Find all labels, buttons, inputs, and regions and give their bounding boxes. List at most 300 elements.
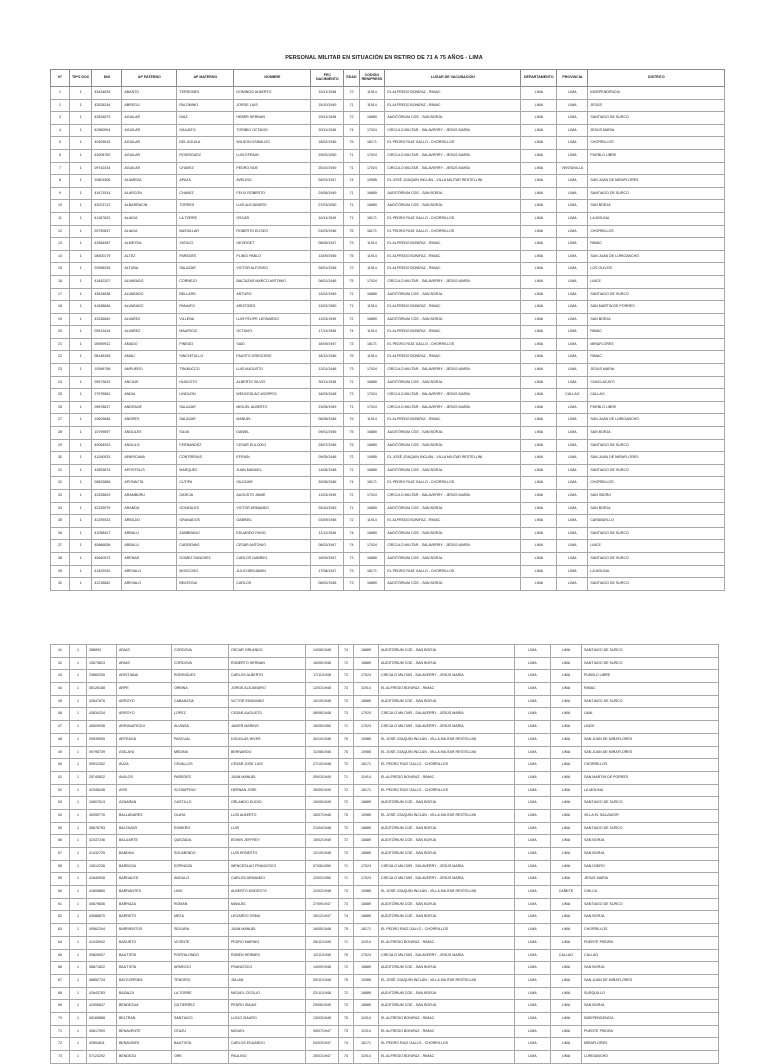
cell-number: 25 bbox=[51, 389, 70, 402]
cell-paternal-surname: AGUILAR bbox=[122, 137, 177, 150]
cell-number: 39 bbox=[51, 565, 70, 578]
cell-birth-date: 30/11/1948 bbox=[311, 376, 344, 389]
cell-province: LIMA bbox=[557, 540, 588, 553]
cell-dni: 09823856 bbox=[92, 477, 122, 490]
col-header-dni: DNI bbox=[92, 70, 122, 87]
cell-name: VICTOR ALFONSO bbox=[234, 263, 311, 276]
cell-maternal-surname: ROMERO bbox=[172, 822, 229, 835]
cell-doc-type: 1 bbox=[70, 200, 92, 213]
cell-age: 75 bbox=[344, 250, 359, 263]
cell-renipress: 17024 bbox=[359, 149, 385, 162]
cell-birth-date: 29/02/1950 bbox=[311, 149, 344, 162]
cell-department: LIMA bbox=[521, 452, 557, 465]
cell-paternal-surname: ARISTIANA bbox=[117, 670, 172, 683]
table-row bbox=[51, 162, 725, 175]
cell-number: 48 bbox=[51, 733, 70, 746]
cell-province: LIMA bbox=[557, 490, 588, 503]
cell-dni: 42960904 bbox=[92, 124, 122, 137]
cell-province: LIMA bbox=[551, 721, 582, 734]
cell-birth-date: 08/02/1948 bbox=[311, 578, 344, 591]
cell-number: 15 bbox=[51, 263, 70, 276]
cell-renipress: 10985 bbox=[354, 733, 379, 746]
table-row bbox=[51, 974, 719, 987]
cell-name: JUAN MANUEL bbox=[229, 771, 306, 784]
cell-age: 73 bbox=[339, 1025, 354, 1038]
cell-age: 75 bbox=[344, 414, 359, 427]
cell-age: 72 bbox=[339, 670, 354, 683]
cell-doc-type: 1 bbox=[70, 87, 92, 100]
table-row bbox=[51, 275, 725, 288]
cell-name: ARTURO bbox=[234, 288, 311, 301]
cell-province: LIMA bbox=[557, 301, 588, 314]
cell-doc-type: 1 bbox=[70, 452, 92, 465]
cell-birth-date: 09/05/1948 bbox=[311, 452, 344, 465]
cell-renipress: 17024 bbox=[359, 389, 385, 402]
cell-maternal-surname: MARQUEZ bbox=[177, 464, 234, 477]
cell-number: 41 bbox=[51, 645, 70, 658]
col-header-province: PROVINCIA bbox=[557, 70, 588, 87]
cell-department: LIMA bbox=[515, 784, 551, 797]
table-row bbox=[51, 187, 725, 200]
cell-doc-type: 1 bbox=[70, 162, 92, 175]
cell-paternal-surname: AMAU bbox=[122, 351, 177, 364]
cell-doc-type: 1 bbox=[70, 124, 92, 137]
cell-maternal-surname: TORRES bbox=[177, 200, 234, 213]
cell-district: LINCE bbox=[582, 721, 719, 734]
cell-renipress: 18171 bbox=[354, 759, 379, 772]
table-row bbox=[51, 695, 719, 708]
cell-renipress: 18171 bbox=[359, 212, 385, 225]
cell-name: CESAR AUGUSTO bbox=[229, 708, 306, 721]
cell-department: LIMA bbox=[521, 124, 557, 137]
cell-department: LIMA bbox=[521, 87, 557, 100]
cell-maternal-surname: BAUTISTA bbox=[172, 1038, 229, 1051]
table-row bbox=[51, 733, 719, 746]
cell-district: CHORRILLOS bbox=[588, 477, 725, 490]
cell-number: 24 bbox=[51, 376, 70, 389]
cell-number: 71 bbox=[51, 1025, 70, 1038]
cell-province: LIMA bbox=[551, 683, 582, 696]
cell-number: 19 bbox=[51, 313, 70, 326]
cell-province: LIMA bbox=[551, 733, 582, 746]
cell-name: BALTAZAR MARCO ANTONIO bbox=[234, 275, 311, 288]
cell-birth-date: 17/11/1946 bbox=[311, 326, 344, 339]
cell-number: 67 bbox=[51, 974, 70, 987]
table-header-row bbox=[51, 70, 725, 87]
cell-vaccination-place: AUDITÓRIUM CGE - SAN BORJA bbox=[385, 578, 521, 591]
cell-number: 42 bbox=[51, 657, 70, 670]
cell-department: LIMA bbox=[521, 439, 557, 452]
cell-vaccination-place: CIRCULO MILITAR - SALAVERRY - JESÚS MARÍA bbox=[379, 670, 515, 683]
cell-doc-type: 1 bbox=[70, 695, 87, 708]
cell-renipress: 16889 bbox=[354, 822, 379, 835]
table-row bbox=[51, 683, 719, 696]
cell-maternal-surname: CABANZOA bbox=[172, 695, 229, 708]
cell-maternal-surname: BEATEGUI bbox=[177, 578, 234, 591]
cell-name: WILSON OSWALDO bbox=[234, 137, 311, 150]
cell-vaccination-place: EL JOSÉ JOAQUÍN INCLÁN - VILLA MILITAR RESTELLINI bbox=[379, 733, 515, 746]
cell-district: SANTIAGO DE SURCO bbox=[588, 187, 725, 200]
cell-district: CALLAO bbox=[588, 389, 725, 402]
cell-renipress: 18171 bbox=[354, 924, 379, 937]
cell-maternal-surname: SOLIMENDO bbox=[172, 848, 229, 861]
cell-department: LIMA bbox=[521, 225, 557, 238]
cell-maternal-surname: CARDENAS bbox=[177, 540, 234, 553]
cell-department: LIMA bbox=[515, 822, 551, 835]
cell-birth-date: 18/09/1947 bbox=[311, 338, 344, 351]
cell-birth-date: 16/05/1948 bbox=[306, 657, 339, 670]
cell-paternal-surname: ANDRES bbox=[122, 414, 177, 427]
cell-dni: 08169888 bbox=[87, 1012, 117, 1025]
cell-maternal-surname: APARICIO bbox=[172, 962, 229, 975]
cell-birth-date: 15/11/1948 bbox=[311, 87, 344, 100]
table-row bbox=[51, 771, 719, 784]
cell-number: 72 bbox=[51, 1038, 70, 1051]
cell-maternal-surname: SALAZAR bbox=[177, 401, 234, 414]
cell-paternal-surname: BASURTO bbox=[117, 936, 172, 949]
cell-doc-type: 1 bbox=[70, 275, 92, 288]
cell-birth-date: 07/06/1950 bbox=[306, 860, 339, 873]
cell-paternal-surname: BANDINI bbox=[117, 848, 172, 861]
cell-birth-date: 29/11/1948 bbox=[311, 112, 344, 125]
cell-maternal-surname: TERRONES bbox=[177, 87, 234, 100]
cell-name: GEORGET bbox=[234, 238, 311, 251]
cell-doc-type: 1 bbox=[70, 759, 87, 772]
cell-number: 68 bbox=[51, 987, 70, 1000]
cell-name: PAULINO bbox=[229, 1051, 306, 1064]
cell-renipress: 18171 bbox=[359, 338, 385, 351]
cell-paternal-surname: ARAMBURU bbox=[122, 490, 177, 503]
cell-birth-date: 15/02/1949 bbox=[306, 835, 339, 848]
cell-name: MANUEL bbox=[229, 898, 306, 911]
cell-renipress: 11914 bbox=[359, 238, 385, 251]
cell-dni: 08148169 bbox=[92, 351, 122, 364]
cell-province: LIMA bbox=[557, 187, 588, 200]
cell-department: LIMA bbox=[521, 112, 557, 125]
cell-age: 72 bbox=[344, 376, 359, 389]
cell-doc-type: 1 bbox=[70, 288, 92, 301]
cell-department: LIMA bbox=[515, 962, 551, 975]
cell-maternal-surname: CORDOVA bbox=[172, 645, 229, 658]
cell-number: 73 bbox=[51, 1051, 70, 1064]
table-row bbox=[51, 835, 719, 848]
cell-province: LIMA bbox=[557, 401, 588, 414]
cell-paternal-surname: ALIAGA bbox=[122, 225, 177, 238]
cell-age: 72 bbox=[339, 987, 354, 1000]
cell-maternal-surname: GONZALES bbox=[177, 502, 234, 515]
cell-doc-type: 1 bbox=[70, 1051, 87, 1064]
cell-birth-date: 13/03/1946 bbox=[306, 1012, 339, 1025]
cell-department: LIMA bbox=[521, 313, 557, 326]
cell-district: JESUS MARIA bbox=[582, 873, 719, 886]
cell-age: 74 bbox=[344, 527, 359, 540]
cell-renipress: 16889 bbox=[359, 112, 385, 125]
table-row bbox=[51, 376, 725, 389]
cell-number: 23 bbox=[51, 364, 70, 377]
cell-doc-type: 1 bbox=[70, 187, 92, 200]
table-row bbox=[51, 175, 725, 188]
cell-paternal-surname: AMPUERO bbox=[122, 364, 177, 377]
cell-maternal-surname: LINO bbox=[172, 886, 229, 899]
table-row bbox=[51, 112, 725, 125]
cell-renipress: 17024 bbox=[354, 721, 379, 734]
cell-dni: 09826007 bbox=[87, 949, 117, 962]
cell-birth-date: 11/08/1946 bbox=[306, 746, 339, 759]
cell-vaccination-place: AUDITÓRIUM CGE - SAN BORJA bbox=[379, 987, 515, 1000]
cell-vaccination-place: AUDITÓRIUM CGE - SAN BORJA bbox=[385, 187, 521, 200]
cell-renipress: 11914 bbox=[354, 683, 379, 696]
cell-doc-type: 1 bbox=[70, 99, 92, 112]
cell-maternal-surname: CEVALLOS bbox=[172, 759, 229, 772]
cell-doc-type: 1 bbox=[70, 771, 87, 784]
cell-doc-type: 1 bbox=[70, 313, 92, 326]
table-row bbox=[51, 924, 719, 937]
cell-dni: 08871822 bbox=[87, 962, 117, 975]
cell-district: SANTIAGO DE SURCO bbox=[588, 552, 725, 565]
cell-birth-date: 12/02/1948 bbox=[306, 886, 339, 899]
table-row bbox=[51, 848, 719, 861]
cell-name: BERNARDO bbox=[229, 746, 306, 759]
cell-district: SAN BORJA bbox=[588, 502, 725, 515]
cell-vaccination-place: AUDITÓRIUM CGE - SAN BORJA bbox=[379, 797, 515, 810]
cell-age: 71 bbox=[344, 301, 359, 314]
cell-vaccination-place: EL ALFREDO BONIFAZ - RIMAC bbox=[385, 515, 521, 528]
cell-name: CESAR ANTONIO bbox=[234, 540, 311, 553]
personnel-table-page-1 bbox=[50, 69, 725, 591]
cell-age: 72 bbox=[339, 835, 354, 848]
cell-name: LUIS ALEJANDRO bbox=[234, 200, 311, 213]
cell-dni: 10612226 bbox=[87, 860, 117, 873]
cell-vaccination-place: AUDITÓRIUM CGE - SAN BORJA bbox=[379, 822, 515, 835]
cell-paternal-surname: BALLADARES bbox=[117, 809, 172, 822]
cell-birth-date: 05/03/1949 bbox=[306, 771, 339, 784]
cell-vaccination-place: EL PEDRO RUIZ GALLO - CHORRILLOS bbox=[385, 212, 521, 225]
cell-age: 73 bbox=[344, 389, 359, 402]
cell-number: 33 bbox=[51, 490, 70, 503]
table-row bbox=[51, 477, 725, 490]
cell-age: 71 bbox=[339, 873, 354, 886]
cell-birth-date: 26/09/1949 bbox=[306, 784, 339, 797]
cell-department: LIMA bbox=[515, 733, 551, 746]
cell-district: CHILCA bbox=[582, 886, 719, 899]
cell-vaccination-place: EL ALFREDO BONIFAZ - RIMAC bbox=[385, 351, 521, 364]
cell-maternal-surname: SEGURA bbox=[172, 924, 229, 937]
cell-district: SURQUILLO bbox=[582, 987, 719, 1000]
cell-vaccination-place: CIRCULO MILITAR - SALAVERRY - JESÚS MARÍA bbox=[379, 721, 515, 734]
cell-paternal-surname: AREVALO bbox=[122, 578, 177, 591]
cell-birth-date: 21/04/1948 bbox=[306, 822, 339, 835]
cell-age: 72 bbox=[344, 452, 359, 465]
cell-district: CHORRILLOS bbox=[582, 924, 719, 937]
cell-paternal-surname: BARBOZA bbox=[117, 860, 172, 873]
cell-district: LOS OLIVOS bbox=[588, 263, 725, 276]
cell-vaccination-place: CIRCULO MILITAR - SALAVERRY - JESÚS MARÍA bbox=[385, 540, 521, 553]
cell-department: LIMA bbox=[515, 924, 551, 937]
cell-vaccination-place: AUDITÓRIUM CGE - SAN BORJA bbox=[385, 376, 521, 389]
cell-dni: 41290533 bbox=[92, 452, 122, 465]
cell-renipress: 16889 bbox=[359, 376, 385, 389]
cell-number: 61 bbox=[51, 898, 70, 911]
cell-doc-type: 1 bbox=[70, 860, 87, 873]
cell-maternal-surname: LOPEZ bbox=[172, 708, 229, 721]
cell-dni: 43528244 bbox=[92, 99, 122, 112]
cell-dni: 40609938 bbox=[87, 721, 117, 734]
cell-maternal-surname: GALVATO bbox=[177, 124, 234, 137]
cell-renipress: 17024 bbox=[359, 401, 385, 414]
cell-vaccination-place: AUDITÓRIUM CGE - SAN BORJA bbox=[385, 527, 521, 540]
cell-name: CARLOS GABRIEL bbox=[234, 552, 311, 565]
cell-vaccination-place: EL ALFREDO BONIFAZ - RIMAC bbox=[385, 238, 521, 251]
cell-district: PUENTE PIEDRA bbox=[582, 936, 719, 949]
cell-province: LIMA bbox=[551, 670, 582, 683]
cell-vaccination-place: AUDITÓRIUM CGE - SAN BORJA bbox=[385, 502, 521, 515]
cell-number: 35 bbox=[51, 515, 70, 528]
cell-province: LIMA bbox=[557, 112, 588, 125]
cell-number: 60 bbox=[51, 886, 70, 899]
table-row bbox=[51, 351, 725, 364]
table-row bbox=[51, 670, 719, 683]
cell-department: LIMA bbox=[515, 949, 551, 962]
cell-renipress: 11914 bbox=[359, 301, 385, 314]
cell-paternal-surname: AGUILAR bbox=[122, 124, 177, 137]
cell-number: 59 bbox=[51, 873, 70, 886]
cell-vaccination-place: EL PEDRO RUIZ GALLO - CHORRILLOS bbox=[379, 1038, 515, 1051]
cell-birth-date: 08/06/1947 bbox=[311, 238, 344, 251]
table-row bbox=[51, 540, 725, 553]
cell-maternal-surname: YATACO bbox=[177, 238, 234, 251]
cell-name: MIGUEL bbox=[229, 1025, 306, 1038]
cell-renipress: 17024 bbox=[354, 949, 379, 962]
cell-dni: 42853874 bbox=[92, 464, 122, 477]
cell-district: CHORRILLOS bbox=[588, 137, 725, 150]
table-row bbox=[51, 962, 719, 975]
cell-province: LIMA bbox=[557, 137, 588, 150]
cell-vaccination-place: AUDITÓRIUM CGE - SAN BORJA bbox=[385, 552, 521, 565]
cell-vaccination-place: AUDITÓRIUM CGE - SAN BORJA bbox=[385, 439, 521, 452]
cell-number: 51 bbox=[51, 771, 70, 784]
table-row bbox=[51, 873, 719, 886]
cell-birth-date: 12/10/1948 bbox=[306, 848, 339, 861]
cell-number: 49 bbox=[51, 746, 70, 759]
table-row bbox=[51, 1025, 719, 1038]
cell-department: LIMA bbox=[521, 175, 557, 188]
cell-district: JESÚS bbox=[588, 99, 725, 112]
cell-province: LIMA bbox=[557, 552, 588, 565]
cell-birth-date: 16/09/1947 bbox=[311, 552, 344, 565]
cell-renipress: 16889 bbox=[354, 848, 379, 861]
cell-vaccination-place: EL PEDRO RUIZ GALLO - CHORRILLOS bbox=[385, 225, 521, 238]
cell-name: GILDOAR bbox=[234, 477, 311, 490]
cell-age: 72 bbox=[339, 822, 354, 835]
cell-number: 70 bbox=[51, 1012, 70, 1025]
cell-maternal-surname: CASTILLO bbox=[172, 797, 229, 810]
cell-maternal-surname: ORE bbox=[172, 1051, 229, 1064]
cell-vaccination-place: EL JOSÉ JOAQUÍN INCLÁN - VILLA MILITAR RESTELLINI bbox=[379, 746, 515, 759]
col-header-district: DISTRITO bbox=[588, 70, 725, 87]
cell-dni: 41671514 bbox=[92, 187, 122, 200]
cell-doc-type: 1 bbox=[70, 137, 92, 150]
cell-name: JULIO BENJAMIN bbox=[234, 565, 311, 578]
cell-province: LIMA bbox=[557, 313, 588, 326]
cell-department: LIMA bbox=[521, 401, 557, 414]
cell-department: LIMA bbox=[515, 898, 551, 911]
cell-dni: 25790637 bbox=[92, 225, 122, 238]
cell-doc-type: 1 bbox=[70, 987, 87, 1000]
cell-vaccination-place: CIRCULO MILITAR - SALAVERRY - JESÚS MARÍA bbox=[385, 149, 521, 162]
cell-dni: 41058427 bbox=[92, 527, 122, 540]
cell-province: LIMA bbox=[557, 149, 588, 162]
cell-dni: 27978581 bbox=[92, 389, 122, 402]
cell-birth-date: 16/12/1947 bbox=[306, 911, 339, 924]
cell-vaccination-place: AUDITÓRIUM CGE - SAN BORJA bbox=[379, 835, 515, 848]
cell-department: LIMA bbox=[515, 848, 551, 861]
cell-province: LIMA bbox=[551, 809, 582, 822]
cell-district: CHACLACAYO bbox=[588, 376, 725, 389]
cell-name: DANIEL bbox=[234, 427, 311, 440]
cell-doc-type: 1 bbox=[70, 414, 92, 427]
cell-age: 74 bbox=[339, 645, 354, 658]
cell-doc-type: 1 bbox=[70, 376, 92, 389]
cell-district: LURIGANCHO bbox=[582, 1051, 719, 1064]
cell-doc-type: 1 bbox=[70, 401, 92, 414]
table-row bbox=[51, 301, 725, 314]
cell-name: FRANCISCO bbox=[229, 962, 306, 975]
table-row bbox=[51, 552, 725, 565]
cell-district: RIMAC bbox=[588, 238, 725, 251]
cell-province: LIMA bbox=[551, 695, 582, 708]
cell-province: CALLAO bbox=[557, 389, 588, 402]
cell-age: 75 bbox=[339, 949, 354, 962]
col-header-paternal-surname: AP PATERNO bbox=[122, 70, 177, 87]
cell-department: LIMA bbox=[515, 835, 551, 848]
cell-dni: 08678753 bbox=[87, 822, 117, 835]
cell-number: 44 bbox=[51, 683, 70, 696]
cell-department: LIMA bbox=[521, 288, 557, 301]
cell-age: 72 bbox=[339, 759, 354, 772]
cell-renipress: 16889 bbox=[354, 911, 379, 924]
cell-maternal-surname: CHAVEZ bbox=[177, 162, 234, 175]
cell-renipress: 16889 bbox=[354, 695, 379, 708]
cell-number: 54 bbox=[51, 809, 70, 822]
table-row bbox=[51, 911, 719, 924]
cell-birth-date: 15/05/1949 bbox=[306, 797, 339, 810]
cell-age: 71 bbox=[339, 936, 354, 949]
cell-department: LIMA bbox=[521, 502, 557, 515]
cell-province: LIMA bbox=[551, 759, 582, 772]
cell-province: LIMA bbox=[551, 860, 582, 873]
cell-department: LIMA bbox=[521, 238, 557, 251]
cell-paternal-surname: ALIAGA bbox=[122, 212, 177, 225]
cell-renipress: 16889 bbox=[354, 835, 379, 848]
cell-maternal-surname: MAURICIO bbox=[177, 326, 234, 339]
table-row bbox=[51, 87, 725, 100]
cell-number: 47 bbox=[51, 721, 70, 734]
cell-province: LIMA bbox=[557, 200, 588, 213]
cell-paternal-surname: ANDIA bbox=[122, 389, 177, 402]
cell-district: SAN BORJA bbox=[582, 848, 719, 861]
cell-maternal-surname: CUTIPA bbox=[177, 477, 234, 490]
cell-number: 63 bbox=[51, 924, 70, 937]
cell-age: 74 bbox=[339, 1038, 354, 1051]
cell-district: SANTIAGO DE SURCO bbox=[582, 657, 719, 670]
cell-number: 17 bbox=[51, 288, 70, 301]
table-row bbox=[51, 99, 725, 112]
cell-renipress: 10985 bbox=[359, 452, 385, 465]
cell-birth-date: 05/07/1947 bbox=[306, 1025, 339, 1038]
cell-name: JUAN MANUEL bbox=[229, 924, 306, 937]
table-row bbox=[51, 452, 725, 465]
cell-paternal-surname: ARBULU bbox=[122, 527, 177, 540]
